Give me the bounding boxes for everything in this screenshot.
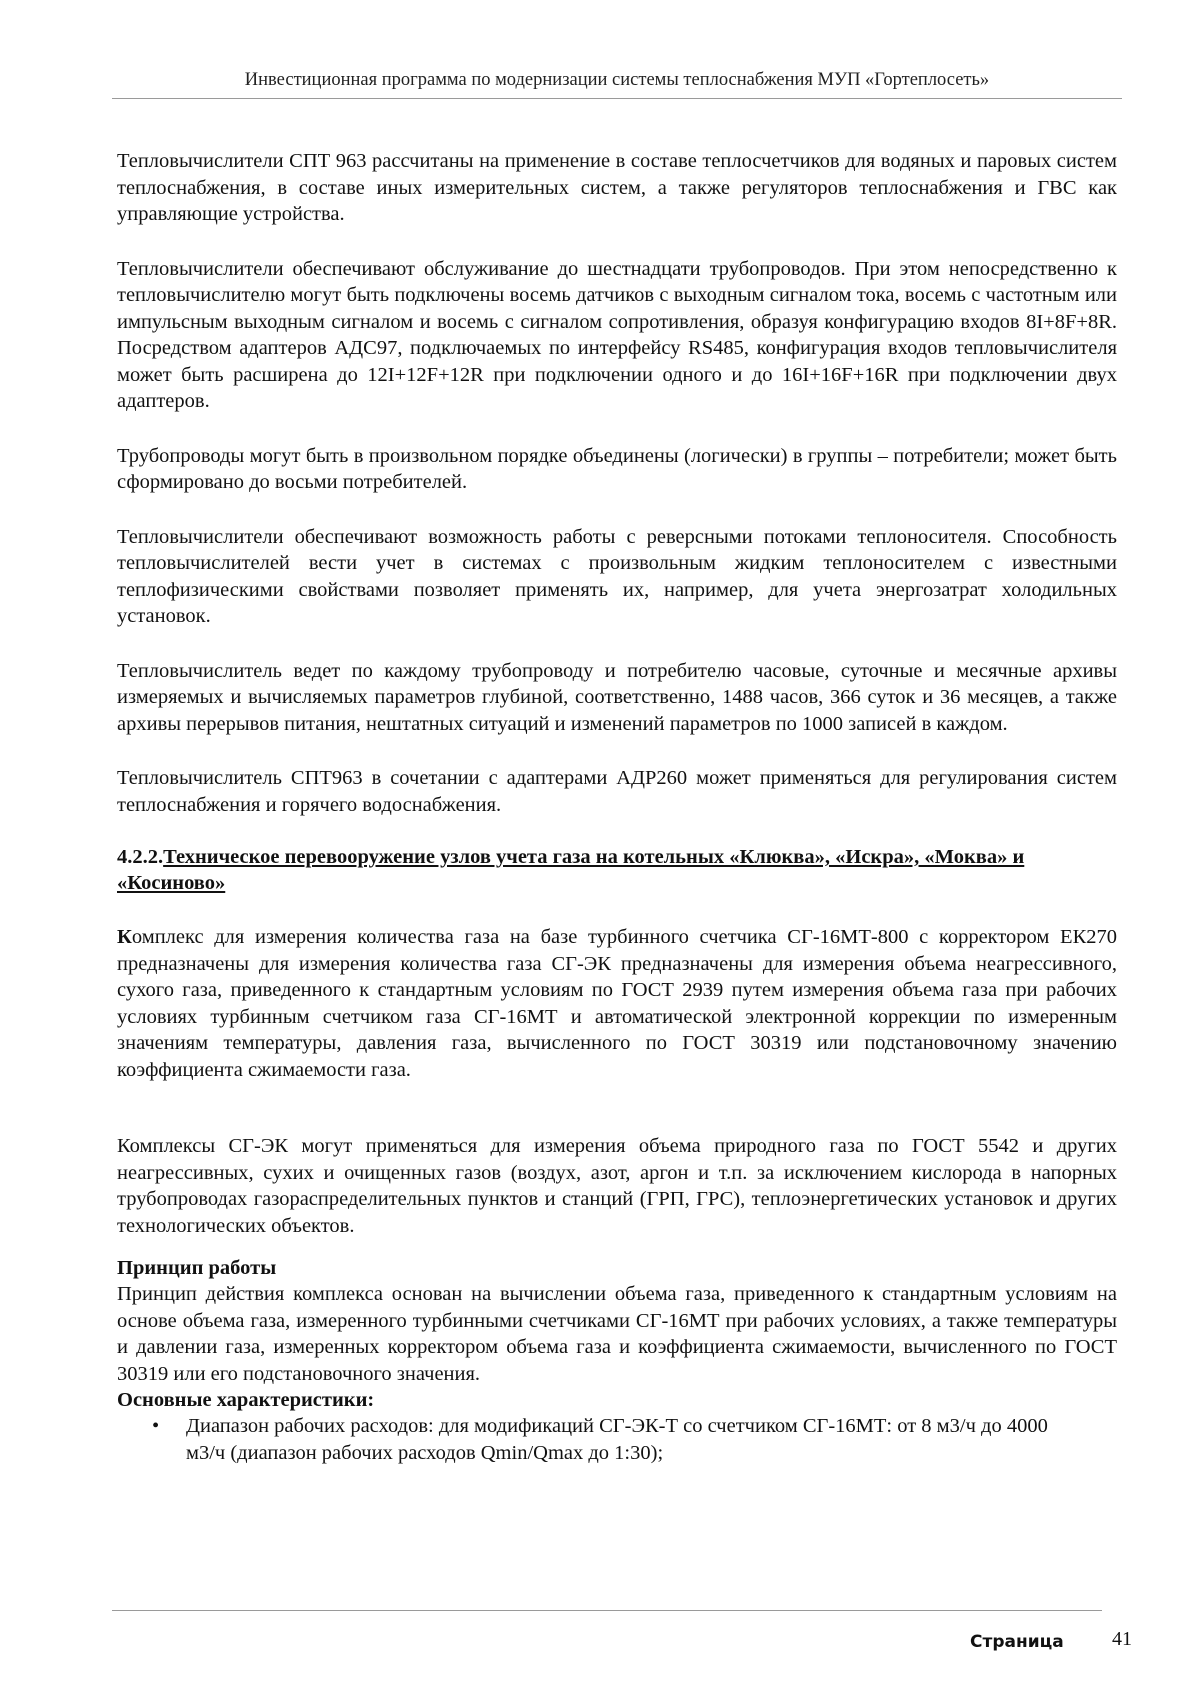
paragraph-gas-complex bbox=[117, 924, 1117, 1083]
principle-heading: Принцип работы bbox=[117, 1257, 277, 1279]
characteristics-heading: Основные характеристики: bbox=[117, 1389, 375, 1411]
paragraph-consumer-groups: Трубопроводы могут быть в произвольном порядке объединены (логически) в группы – потребители; может быть сформировано до восьми потребителей. bbox=[117, 444, 1117, 493]
characteristics-list bbox=[117, 1413, 1117, 1466]
page-number: 41 bbox=[1112, 1628, 1132, 1650]
section-number: 4.2.2. bbox=[117, 846, 164, 868]
paragraph-pipelines-inputs: Тепловычислители обеспечивают обслуживание до шестнадцати трубопроводов. При этом непосредственно к тепловычислителю могут быть подключены восемь датчиков с выходным сигналом тока, восемь с частотным или импульсным выходным сигналом и восемь с сигналом сопротивления, образуя конфигурацию входов 8I+8F+8R. Посредством адаптеров АДС97, подключаемых по интерфейсу RS485, конфигурация входов тепловычислителя может быть расширена до 12I+12F+12R при подключении одного и до 16I+16F+16R при подключении двух адаптеров. bbox=[117, 257, 1117, 412]
paragraph-initial-letter: К bbox=[117, 926, 132, 948]
header-title: Инвестиционная программа по модернизации системы теплоснабжения МУП «Гортеплосеть» bbox=[244, 70, 990, 90]
document-body bbox=[117, 148, 1117, 1466]
paragraph-gas-complex-text: омплекс для измерения количества газа на базе турбинного счетчика СГ-16МТ-800 с корректором ЕК270 предназначены для измерения количества газа СГ-ЭК предназначены для измерения объема неагрессивного, сухого газа, приведенного к стандартным условиям по ГОСТ 2939 путем измерения объема газа при рабочих условиях турбинным счетчиком газа СГ-16МТ и автоматической электронной коррекции по измеренным значениям температуры, давления газа, вычисленного по ГОСТ 30319 или подстановочному значению коэффициента сжимаемости газа. bbox=[117, 926, 1117, 1081]
section-title: Техническое перевооружение узлов учета газа на котельных «Клюква», «Искра», «Моква» и «Косиново» bbox=[117, 846, 1025, 894]
footer-divider bbox=[112, 1610, 1102, 1611]
principle-text: Принцип действия комплекса основан на вычислении объема газа, приведенного к стандартным условиям на основе объема газа, измеренного турбинными счетчиками СГ-16МТ при рабочих условиях, а также температуры и давлении газа, измеренных корректором объема газа и коэффициента сжимаемости, вычисленного по ГОСТ 30319 или его подстановочного значения. bbox=[117, 1283, 1117, 1385]
list-item bbox=[117, 1413, 1117, 1466]
list-item-text: Диапазон рабочих расходов: для модификаций СГ-ЭК-Т со счетчиком СГ-16МТ: от 8 м3/ч до 4000 м3/ч (диапазон рабочих расходов Qmin/Qmax до 1:30); bbox=[186, 1415, 1048, 1464]
paragraph-gas-usage: Комплексы СГ-ЭК могут применяться для измерения объема природного газа по ГОСТ 5542 и других неагрессивных, сухих и очищенных газов (воздух, азот, аргон и т.п. за исключением кислорода в напорных трубопроводах газораспределительных пунктов и станций (ГРП, ГРС), теплоэнергетических установок и других технологических объектов. bbox=[117, 1135, 1117, 1237]
paragraph-regulation: Тепловычислитель СПТ963 в сочетании с адаптерами АДР260 может применяться для регулирования систем теплоснабжения и горячего водоснабжения. bbox=[117, 767, 1117, 816]
page-label: Страница bbox=[970, 1632, 1064, 1652]
paragraph-archives: Тепловычислитель ведет по каждому трубопроводу и потребителю часовые, суточные и месячные архивы измеряемых и вычисляемых параметров глубиной, соответственно, 1488 часов, 366 суток и 36 месяцев, а также архивы перерывов питания, нештатных ситуаций и изменений параметров по 1000 записей в каждом. bbox=[117, 659, 1117, 735]
paragraph-spt963-purpose: Тепловычислители СПТ 963 рассчитаны на применение в составе теплосчетчиков для водяных и паровых систем теплоснабжения, в составе иных измерительных систем, а также регуляторов теплоснабжения и ГВС как управляющие устройства. bbox=[117, 150, 1117, 225]
page-footer bbox=[112, 1610, 1132, 1670]
section-heading bbox=[117, 844, 1117, 896]
bullet-icon: • bbox=[152, 1415, 160, 1437]
page-header bbox=[112, 66, 1122, 99]
paragraph-reverse-flows: Тепловычислители обеспечивают возможность работы с реверсными потоками теплоносителя. Способность тепловычислителей вести учет в системах с произвольным жидким теплоносителем с известными теплофизическими свойствами позволяет применять их, например, для учета энергозатрат холодильных установок. bbox=[117, 525, 1117, 627]
